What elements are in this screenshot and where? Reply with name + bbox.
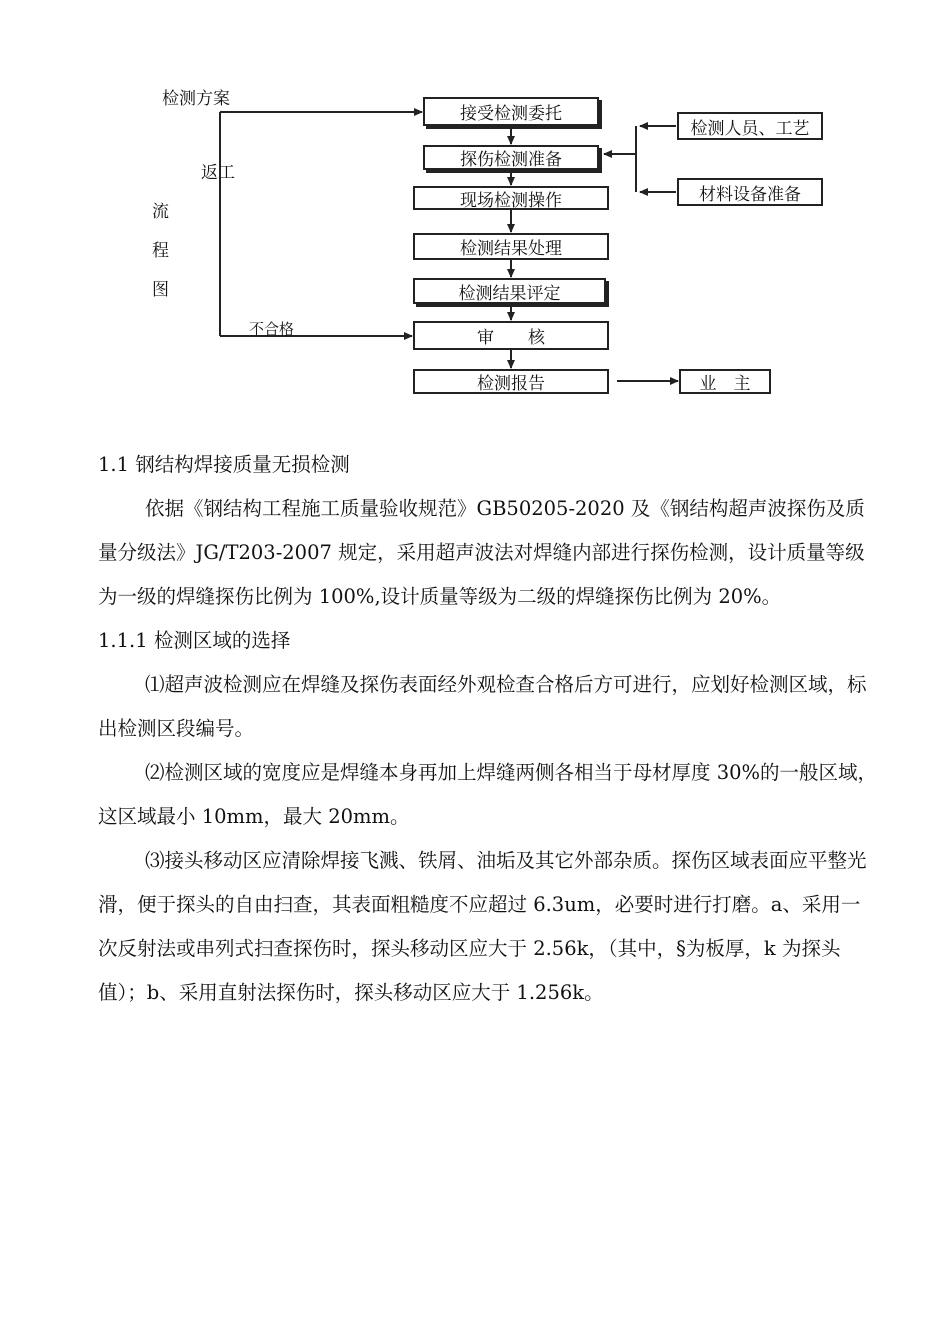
plan-label: 检测方案 <box>162 89 230 109</box>
section-heading-1-1-1: 1.1.1 检测区域的选择 <box>98 629 291 652</box>
step-result-processing: 检测结果处理 <box>413 233 609 260</box>
step-result-evaluation: 检测结果评定 <box>413 278 606 304</box>
section-heading-1-1: 1.1 钢结构焊接质量无损检测 <box>98 453 350 476</box>
rework-label: 返工 <box>201 163 235 183</box>
flow-chart-char: 图 <box>152 280 169 300</box>
input-materials-equipment: 材料设备准备 <box>677 178 823 206</box>
step-review: 审 核 <box>413 321 609 350</box>
step-onsite-operation: 现场检测操作 <box>413 186 609 210</box>
flow-chart-char: 流 <box>152 202 169 222</box>
fail-label: 不合格 <box>249 320 295 338</box>
flow-chart-char: 程 <box>152 241 169 261</box>
output-owner: 业 主 <box>679 369 771 394</box>
section-paragraph: 依据《钢结构工程施工质量验收规范》GB50205-2020 及《钢结构超声波探伤及质量分级法》JG/T203-2007 规定，采用超声波法对焊缝内部进行探伤检测，设计质量等级为一级的焊缝探伤比例为 100%,设计质量等级为二级的焊缝探伤比例为 20%。 <box>98 497 865 608</box>
list-item: ⑴超声波检测应在焊缝及探伤表面经外观检查合格后方可进行，应划好检测区域，标出检测区段编号。 <box>98 673 867 740</box>
step-flaw-detection-prep: 探伤检测准备 <box>423 145 599 170</box>
list-item: ⑶接头移动区应清除焊接飞溅、铁屑、油垢及其它外部杂质。探伤区域表面应平整光滑，便于探头的自由扫查，其表面粗糙度不应超过 6.3um，必要时进行打磨。a、采用一次反射法或串列式扫查探伤时，探头移动区应大于 2.56k，（其中，§为板厚，k 为探头值）；b、采用直射法探伤时，探头移动区应大于 1.256k。 <box>98 849 867 1004</box>
list-item: ⑵检测区域的宽度应是焊缝本身再加上焊缝两侧各相当于母材厚度 30%的一般区域，这区域最小 10mm，最大 20mm。 <box>98 761 878 828</box>
input-personnel-process: 检测人员、工艺 <box>677 112 823 140</box>
step-report: 检测报告 <box>413 369 609 394</box>
step-accept-commission: 接受检测委托 <box>423 97 599 126</box>
document-body <box>98 443 878 1015</box>
inspection-flowchart <box>0 0 950 420</box>
